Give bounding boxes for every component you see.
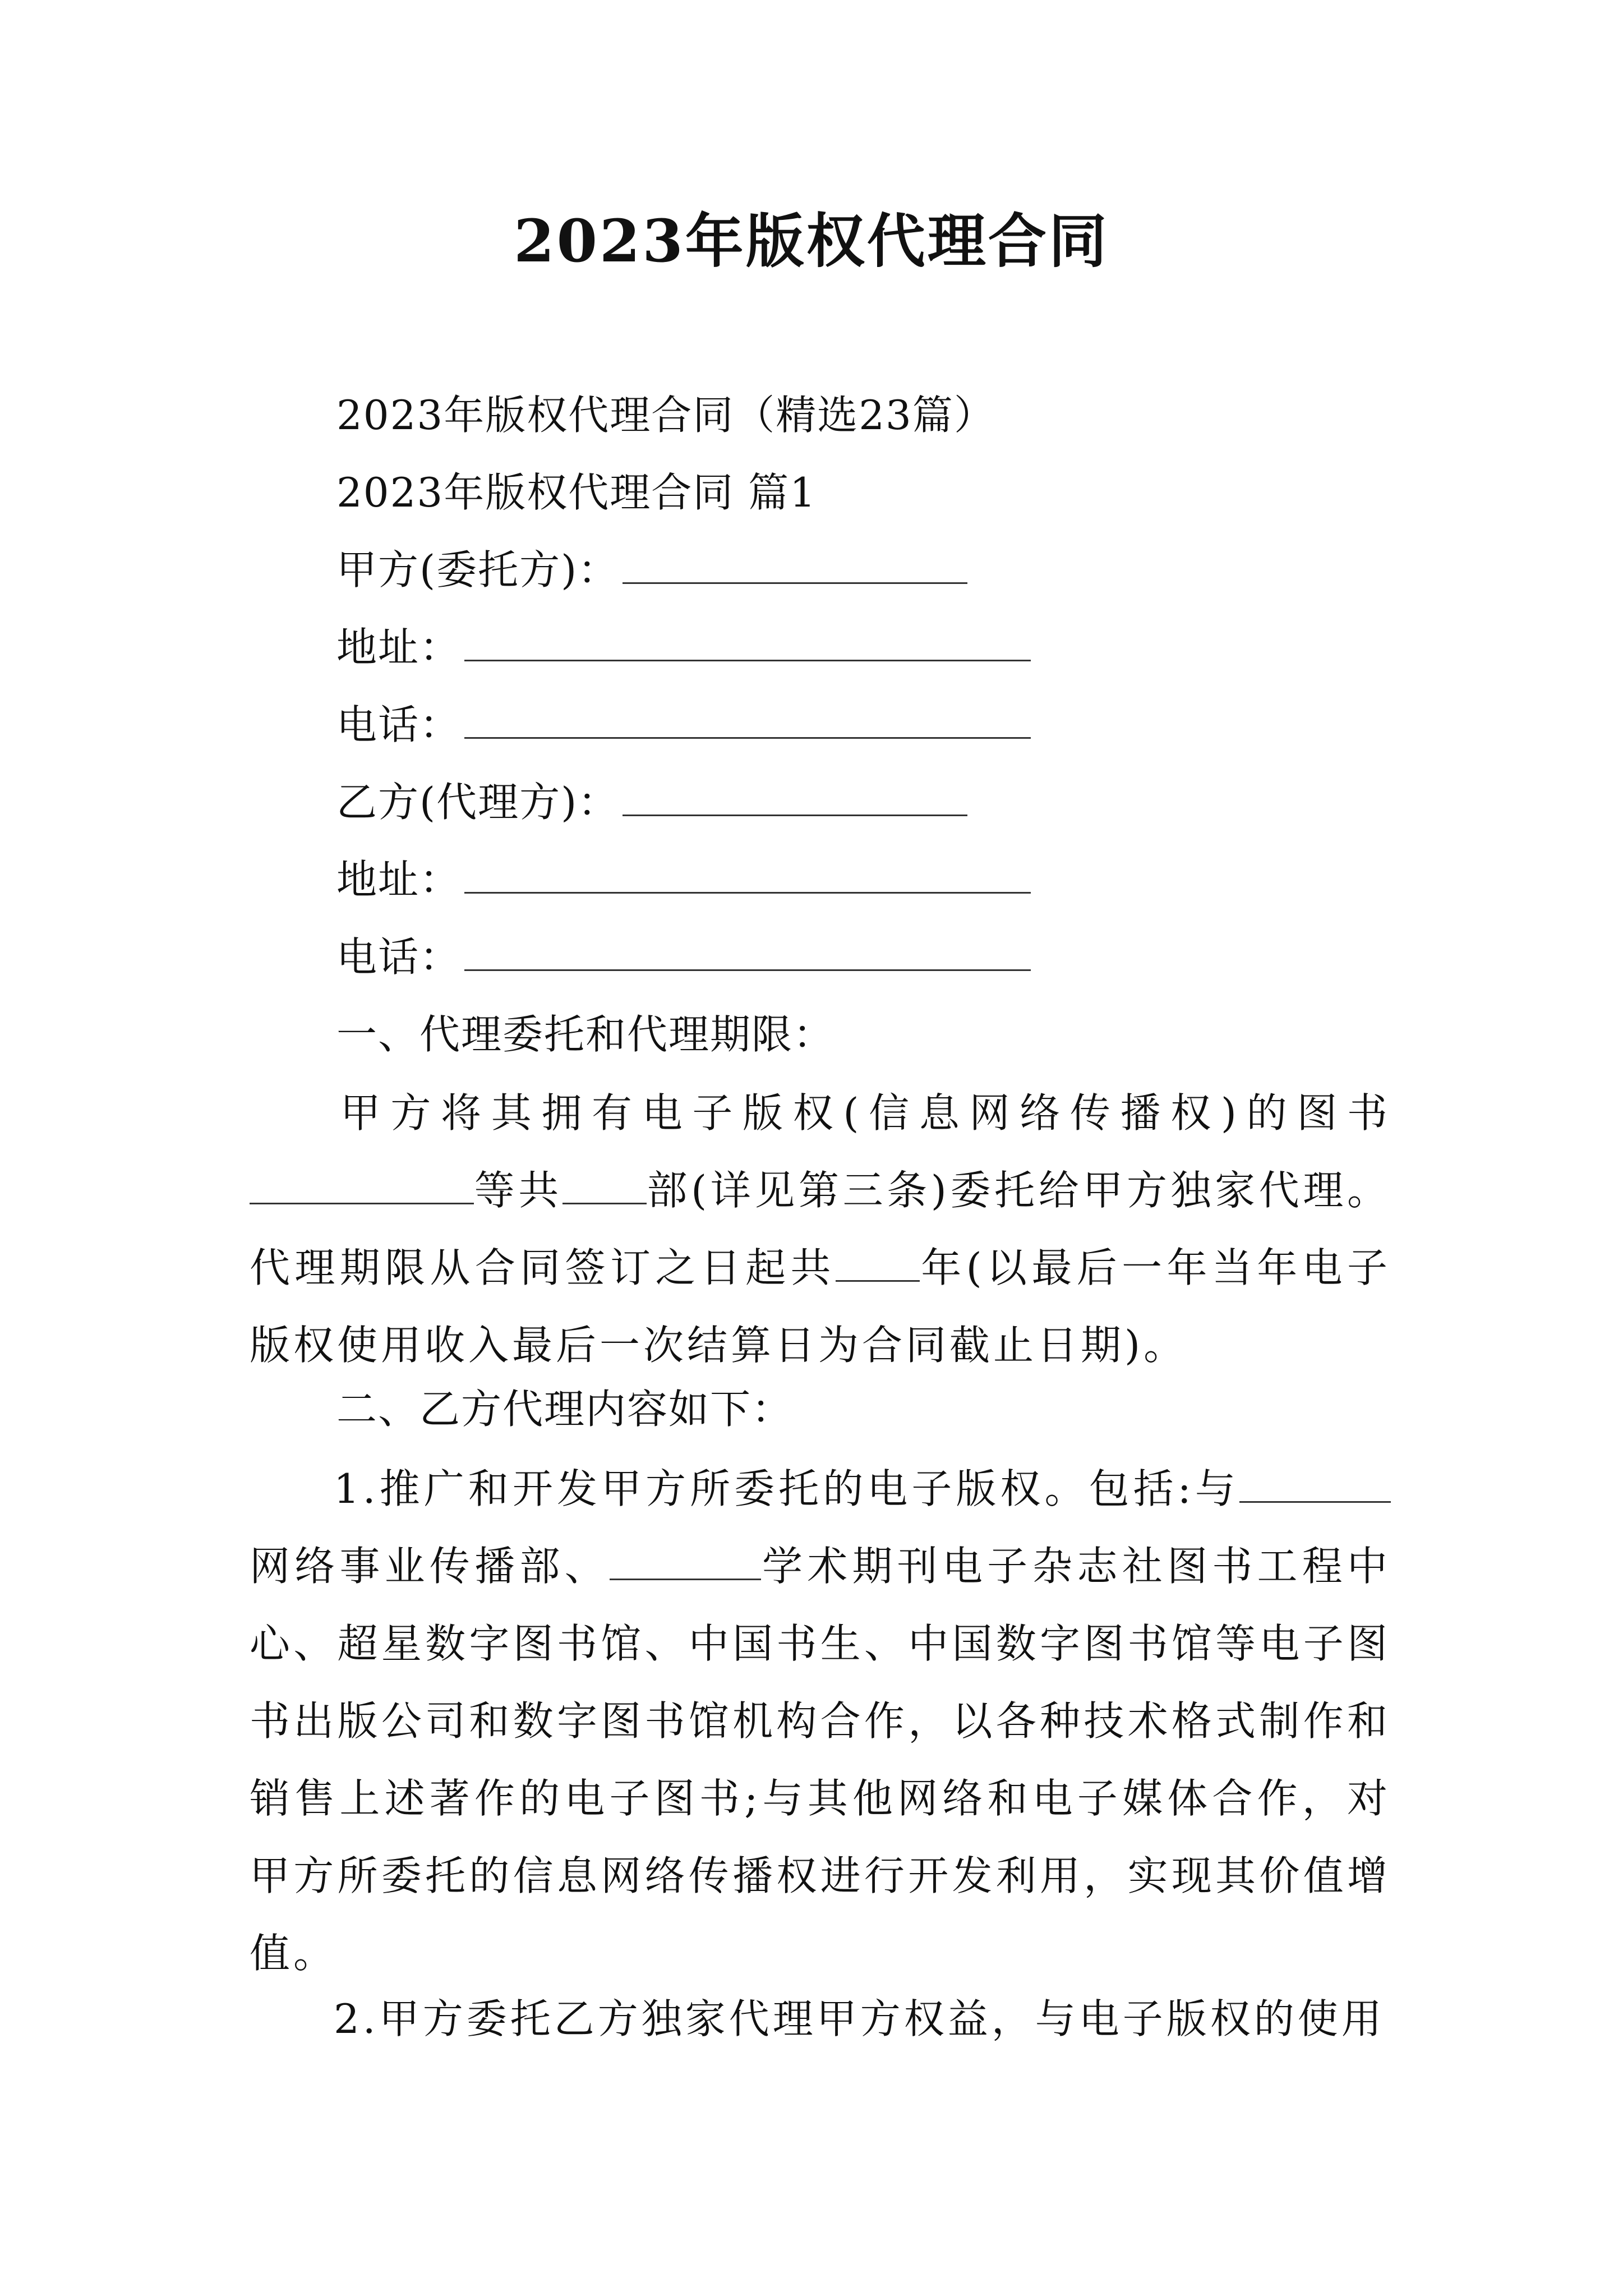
address-a-label: 地址： xyxy=(336,624,462,671)
phone-a-label: 电话： xyxy=(336,701,462,748)
party-b-blank xyxy=(623,781,967,816)
address-a-blank xyxy=(464,626,1031,661)
party-a-field xyxy=(336,542,967,598)
party-b-label: 乙方(代理方)： xyxy=(336,779,620,826)
phone-b-blank xyxy=(464,936,1031,971)
party-a-blank xyxy=(623,549,967,584)
para-2-blank-2 xyxy=(610,1544,761,1580)
address-a-field xyxy=(336,619,1031,675)
heading-agency-term: 一、代理委托和代理期限： xyxy=(336,1011,835,1058)
address-b-field xyxy=(336,852,1031,908)
paragraph-exclusive-agency xyxy=(250,1980,1391,2058)
section-heading: 2023年版权代理合同 篇1 xyxy=(336,469,817,516)
party-a-label: 甲方(委托方)： xyxy=(336,546,620,593)
para-2-blank-1 xyxy=(1239,1466,1391,1503)
para-2-text-a: 1.推广和开发甲方所委托的电子版权。包括:与 xyxy=(334,1465,1239,1512)
party-b-field xyxy=(336,774,967,830)
para-2-text-c: 学术期刊电子杂志社图书工程中心、超星数字图书馆、中国书生、中国数字图书馆等电子图书出版公司和数字图书馆机构合作，以各种技术格式制作和销售上述著作的电子图书;与其他网络和电子媒体合作，对甲方所委托的信息网络传播权进行开发利用，实现其价值增值。 xyxy=(250,1543,1391,1977)
para-1-text-b: 等共 xyxy=(474,1167,562,1214)
address-b-blank xyxy=(464,858,1031,894)
document-subtitle: 2023年版权代理合同（精选23篇） xyxy=(336,392,995,439)
paragraph-agency-content xyxy=(250,1450,1391,1992)
paragraph-agency-term xyxy=(250,1074,1391,1384)
phone-a-field xyxy=(336,697,1031,753)
para-1-text-c: 部(详见第三条)委托给甲方独家代理。代理期限从合同签订之日起共 xyxy=(250,1167,1391,1291)
para-2-text-b: 网络事业传播部、 xyxy=(250,1543,610,1590)
document-title: 2023年版权代理合同 xyxy=(514,206,1109,275)
para-1-blank-count xyxy=(562,1168,647,1204)
para-1-text-d: 年(以最后一年当年电子版权使用收入最后一次结算日为合同截止日期)。 xyxy=(250,1244,1391,1369)
phone-a-blank xyxy=(464,703,1031,739)
address-b-label: 地址： xyxy=(336,856,462,903)
heading-agency-content: 二、乙方代理内容如下： xyxy=(336,1386,794,1433)
para-3-text: 2.甲方委托乙方独家代理甲方权益，与电子版权的使用 xyxy=(334,1995,1385,2042)
para-1-text-a: 甲方将其拥有电子版权(信息网络传播权)的图书 xyxy=(334,1089,1391,1137)
phone-b-field xyxy=(336,929,1031,985)
phone-b-label: 电话： xyxy=(336,933,462,981)
para-1-blank-years xyxy=(836,1245,920,1282)
para-1-blank-title xyxy=(250,1168,474,1204)
